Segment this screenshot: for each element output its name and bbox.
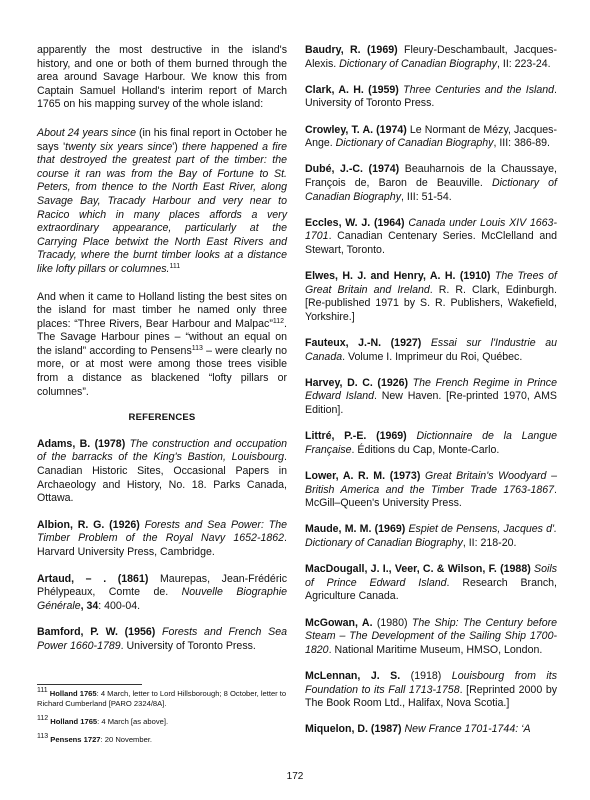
- reference-text: . Éditions du Cap, Monte-Carlo.: [351, 443, 500, 456]
- reference-author: Albion, R. G. (1926): [37, 518, 140, 531]
- reference-text: , II: 218-20.: [462, 536, 517, 549]
- reference-text: . Volume I. Imprimeur du Roi, Québec.: [342, 350, 523, 363]
- footnote-marker[interactable]: 111: [169, 262, 181, 270]
- reference-title: The Ship: The Century before Steam – The Development of the Sailing Ship 1700-1820: [305, 616, 558, 656]
- reference-title: Louisbourg from its Foundation to its Fall 1713-1758: [305, 669, 557, 696]
- reference-text: . Canadian Centenary Series. McClelland and Stewart, Toronto.: [305, 230, 557, 256]
- quote-aside: (in his final report in October he says ': [37, 126, 287, 153]
- reference-author: Elwes, H. J. and Henry, A. H. (1910): [305, 270, 491, 283]
- reference-text: Fleury-Deschambault, Jacques-Alexis.: [305, 44, 557, 70]
- footnote: [37, 689, 292, 709]
- reference-title: The construction and occupation of the barracks of the King's Bastion, Louisbourg: [37, 437, 288, 464]
- reference-author: Clark, A. H. (1959): [305, 83, 399, 96]
- reference-text: Maurepas, Jean-Frédéric Phélypeaux, Comte de.: [37, 572, 287, 599]
- reference-author: Crowley, T. A. (1974): [305, 123, 407, 136]
- holland-quote: [37, 127, 287, 277]
- reference-text: . National Maritime Museum, HMSO, London.: [328, 643, 543, 656]
- footnote-divider: [37, 684, 142, 685]
- reference-text: , II: 223-24.: [496, 57, 551, 70]
- reference-title: The Trees of Great Britain and Ireland: [305, 270, 557, 296]
- footnote-text: : 20 November.: [100, 735, 153, 744]
- reference-title: Dictionary of Canadian Biography: [305, 176, 557, 203]
- reference-author: McGowan, A.: [305, 616, 373, 629]
- reference-author: Fauteux, J.-N. (1927): [305, 337, 422, 350]
- reference-text: . R. R. Clark, Edinburgh. [Re-published 1971 by S. R. Publishers, Wakefield, Yorkshire.]: [305, 283, 557, 323]
- footnote-author: Pensens 1727: [50, 735, 101, 744]
- reference-title: Espiet de Pensens, Jacques d'. Dictionary of Canadian Biography: [305, 523, 557, 549]
- reference-author: Baudry, R. (1969): [305, 44, 398, 56]
- reference-author: Maude, M. M. (1969): [305, 523, 406, 536]
- footnote-marker[interactable]: 113: [191, 344, 203, 352]
- body-paragraph: [37, 291, 287, 400]
- reference-text: . University of Toronto Press.: [120, 639, 256, 652]
- quote-part: twenty six years since: [65, 140, 173, 153]
- reference-text: [155, 626, 162, 638]
- reference-author: Bamford, P. W. (1956): [37, 626, 156, 639]
- reference-title: Dictionnaire de la Langue Française: [305, 430, 557, 456]
- reference-text: [407, 430, 417, 442]
- right-column: [305, 44, 557, 749]
- reference-entry: [37, 573, 287, 614]
- reference-entry: [37, 626, 287, 653]
- reference-text: . Research Branch, Agriculture Canada.: [305, 576, 557, 603]
- footnote-author: Holland 1765: [49, 689, 97, 698]
- reference-entry: [305, 723, 557, 737]
- reference-author: MacDougall, J. I., Veer, C. & Wilson, F. (1988): [305, 563, 531, 576]
- reference-entry: [305, 670, 557, 711]
- footnote-number: 111: [37, 687, 48, 694]
- reference-title: Forests and French Sea Power 1660-1789: [37, 626, 287, 652]
- reference-entry: [305, 124, 557, 151]
- reference-text: (1918): [400, 669, 452, 682]
- reference-author: McLennan, J. S.: [305, 669, 401, 682]
- reference-author: Eccles, W. J. (1964): [305, 216, 405, 229]
- footnote: [37, 735, 292, 745]
- reference-title: Great Britain's Woodyard – British America and the Timber Trade 1763-1867: [305, 470, 557, 496]
- reference-title: Dictionary of Canadian Biography: [335, 137, 494, 150]
- footnote-author: Holland 1765: [50, 717, 98, 726]
- reference-entry: [305, 163, 557, 204]
- reference-text: , III: 386-89.: [493, 137, 551, 150]
- footnote: [37, 717, 292, 727]
- reference-title: Nouvelle Biographie Générale: [37, 586, 287, 612]
- reference-text: . University of Toronto Press.: [305, 83, 557, 110]
- footnote-text: : 4 March, letter to Lord Hillsborough; 8 October, letter to Richard Cumberland [PARO 2324/8A].: [37, 689, 287, 708]
- reference-text: , III: 51-54.: [401, 190, 452, 203]
- reference-entry: [305, 44, 557, 71]
- footnotes: [37, 689, 292, 753]
- reference-title: Three Centuries and the Island: [403, 83, 555, 96]
- reference-title: Dictionary of Canadian Biography: [339, 57, 497, 70]
- reference-entry: [305, 84, 557, 111]
- reference-entry: [37, 438, 287, 506]
- lead-paragraph: apparently the most destructive in the island's history, and one or both of them burned through the area around Savage Harbour. We know this from Captain Samuel Holland's interim report of March 1765 on his mapping survey of the whole island:: [37, 44, 287, 111]
- reference-text: (1980): [372, 616, 412, 629]
- body-text: – were clearly no more, or at most were among those trees visible from a distance as blackened “lofty pillars or columnes”.: [37, 344, 287, 398]
- footnote-number: 112: [37, 715, 49, 722]
- reference-entry: [305, 523, 557, 550]
- reference-title: Soils of Prince Edward Island: [305, 563, 557, 589]
- reference-title: The French Regime in Prince Edward Island: [305, 376, 557, 403]
- footnote-text: : 4 March [as above].: [97, 717, 169, 726]
- reference-author: Littré, P.-E. (1969): [305, 430, 407, 443]
- page-number: 172: [286, 771, 304, 782]
- footnote-number: 113: [37, 733, 49, 740]
- reference-author: Harvey, D. C. (1926): [305, 376, 409, 389]
- reference-author: Miquelon, D. (1987): [305, 723, 402, 736]
- quote-aside: '): [172, 140, 183, 153]
- reference-entry: [305, 430, 557, 457]
- reference-entry: [305, 270, 557, 324]
- quote-part: there happened a fire that destroyed the greatest part of the timber: the course it ran was from the Bay of Fortune to St. Peters, from thence to the North East River, along Savage Bay, Tracady Harbour and very near to Racico which in many places affords a very extraordinary appearance, particularly at the Carrying Place betwixt the North East Rivers and Tracady, where the burnt timber looks at a distance like lofty pillars or columnes.: [37, 140, 287, 275]
- reference-title: Canada under Louis XIV 1663-1701: [305, 216, 557, 243]
- reference-entry: [37, 519, 287, 560]
- quote-part: About 24 years since: [37, 126, 137, 139]
- reference-volume: , 34: [80, 599, 99, 612]
- reference-text: . Canadian Historic Sites, Occasional Papers in Archaeology and History, No. 18. Parks Canada, Ottawa.: [37, 451, 287, 505]
- reference-text: . Harvard University Press, Cambridge.: [37, 532, 287, 558]
- footnote-marker[interactable]: 112: [272, 317, 285, 325]
- body-text: . The Savage Harbour pines – “without an equal on the island” according to Pensens: [37, 317, 287, 357]
- left-column: [37, 44, 287, 667]
- reference-entry: [305, 377, 557, 418]
- reference-text: [421, 337, 431, 349]
- reference-text: . New Haven. [Re-printed 1970, AMS Edition].: [305, 390, 557, 417]
- reference-author: Dubé, J.-C. (1974): [305, 163, 400, 176]
- reference-author: Artaud, – . (1861): [37, 572, 149, 585]
- reference-text: Beauharnois de la Chaussaye, François de, Baron de Beauville.: [305, 163, 557, 189]
- reference-title: New France 1701-1744: ‘A: [404, 723, 531, 736]
- reference-entry: [305, 470, 557, 511]
- reference-title: Essai sur l'Industrie au Canada: [305, 337, 557, 363]
- reference-entry: [305, 337, 557, 364]
- reference-author: Adams, B. (1978): [37, 437, 126, 450]
- reference-text: . McGill–Queen's University Press.: [305, 483, 557, 510]
- reference-entry: [305, 217, 557, 258]
- reference-text: : 400-04.: [98, 599, 141, 612]
- body-text: And when it came to Holland listing the best sites on the island for mast timber he named only three places: “Three Rivers, Bear Harbour and Malpac”: [37, 290, 287, 330]
- reference-text: Le Normant de Mézy, Jacques-Ange.: [305, 123, 557, 150]
- references-heading: REFERENCES: [128, 412, 196, 424]
- reference-entry: [305, 617, 557, 658]
- reference-text: . [Reprinted 2000 by The Book Room Ltd., Halifax, Nova Scotia.]: [305, 683, 558, 710]
- reference-entry: [305, 563, 557, 604]
- reference-author: Lower, A. R. M. (1973): [305, 470, 421, 482]
- reference-title: Forests and Sea Power: The Timber Problem of the Royal Navy 1652-1862: [37, 518, 287, 545]
